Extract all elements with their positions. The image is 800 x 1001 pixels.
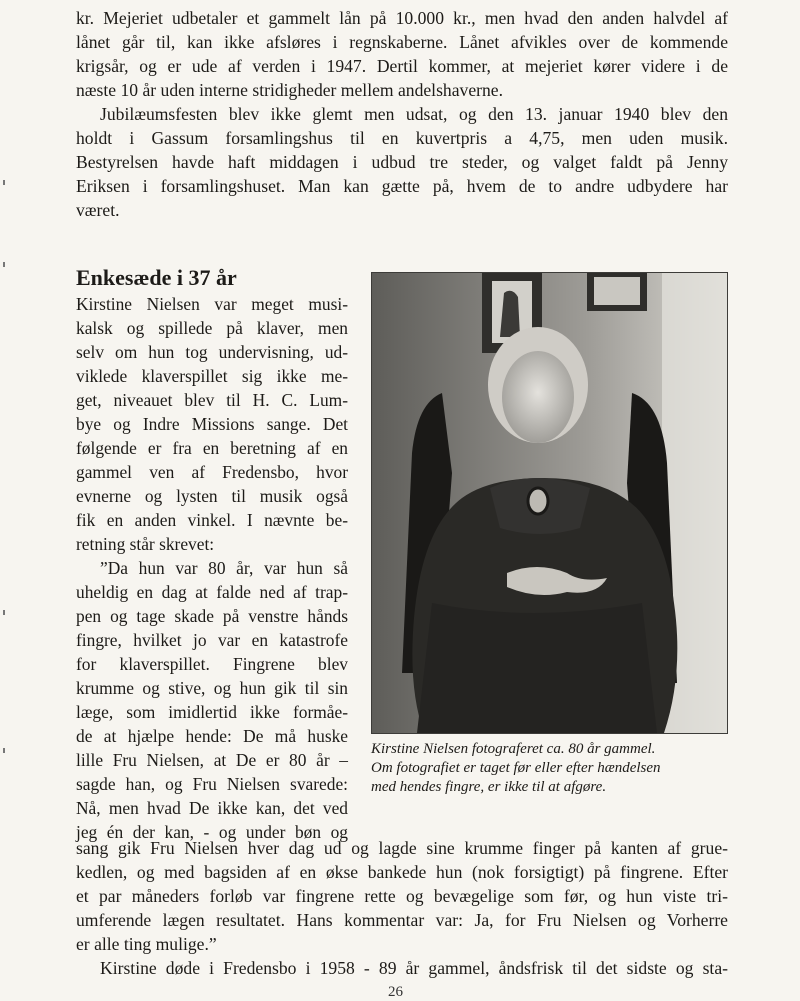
text-line: pen og tage skade på venstre hånds bbox=[76, 606, 348, 626]
text-line: er alle ting mulige.” bbox=[76, 934, 217, 954]
text-line: lille Fru Nielsen, at De er 80 år – bbox=[76, 750, 348, 770]
text-line: fik en anden vinkel. I nævnte be- bbox=[76, 510, 348, 530]
text-line: de at hjælpe hende: De må huske bbox=[76, 726, 348, 746]
scan-speck bbox=[3, 748, 5, 753]
text-line: sagde han, og Fru Nielsen svarede: bbox=[76, 774, 348, 794]
text-line: ”Da hun var 80 år, var hun så bbox=[100, 558, 348, 578]
section-heading: Enkesæde i 37 år bbox=[76, 265, 237, 290]
text-line: været. bbox=[76, 200, 120, 220]
text-line: bye og Indre Missions sange. Det bbox=[76, 414, 348, 434]
text-line: Bestyrelsen havde haft middagen i udbud tre steder, og valget faldt på Jenny bbox=[76, 152, 728, 172]
section-continuation bbox=[76, 836, 728, 980]
text-line: krumme og stive, og hun gik til sin bbox=[76, 678, 348, 698]
text-line: Kirstine Nielsen var meget musi- bbox=[76, 294, 348, 314]
text-line: kedlen, og med bagsiden af en økse bankede hun (nok forsigtigt) på fingrene. Efter bbox=[76, 862, 728, 882]
text-line: krigsår, og er ude af verden i 1947. Dertil kommer, at mejeriet kører videre i de bbox=[76, 56, 728, 76]
text-line: get, niveauet blev til H. C. Lum- bbox=[76, 390, 348, 410]
page-number: 26 bbox=[388, 984, 403, 1000]
portrait-illustration bbox=[372, 273, 727, 733]
text-line: Kirstine døde i Fredensbo i 1958 - 89 år gammel, åndsfrisk til det sidste og sta- bbox=[100, 958, 728, 978]
text-line: jeg én der kan, - og under bøn og bbox=[76, 822, 348, 842]
scan-speck bbox=[3, 180, 5, 185]
text-line: kalsk og spillede på klaver, men bbox=[76, 318, 348, 338]
portrait-photo bbox=[371, 272, 728, 734]
scan-speck bbox=[3, 610, 5, 615]
scan-speck bbox=[3, 262, 5, 267]
section-column-text bbox=[76, 292, 348, 844]
text-line: Eriksen i forsamlingshuset. Man kan gætte på, hvem de to andre udbydere har bbox=[76, 176, 728, 196]
text-line: kr. Mejeriet udbetaler et gammelt lån på 10.000 kr., men hvad den anden halvdel af bbox=[76, 8, 728, 28]
caption-line: med hendes fingre, er ikke til at afgøre. bbox=[371, 779, 607, 795]
text-line: læge, som imidlertid ikke formåe- bbox=[76, 702, 348, 722]
text-line: selv om hun tog undervisning, ud- bbox=[76, 342, 348, 362]
jubilee-paragraph bbox=[76, 102, 728, 222]
text-line: for klaverspillet. Fingrene blev bbox=[76, 654, 348, 674]
text-line: følgende er fra en beretning af en bbox=[76, 438, 348, 458]
text-line: gammel ven af Fredensbo, hvor bbox=[76, 462, 348, 482]
top-paragraph bbox=[76, 6, 728, 102]
photo-caption bbox=[371, 740, 741, 797]
text-line: evnerne og lysten til musik også bbox=[76, 486, 348, 506]
caption-line: Om fotografiet er taget før eller efter hændelsen bbox=[371, 760, 661, 776]
text-line: retning står skrevet: bbox=[76, 534, 215, 554]
text-line: sang gik Fru Nielsen hver dag ud og lagde sine krumme finger på kanten af grue- bbox=[76, 838, 728, 858]
text-line: Jubilæumsfesten blev ikke glemt men udsat, og den 13. januar 1940 blev den bbox=[100, 104, 728, 124]
text-line: umferende lægen resultatet. Hans kommentar var: Ja, for Fru Nielsen og Vorherre bbox=[76, 910, 728, 930]
text-line: fingre, hvilket jo var en katastrofe bbox=[76, 630, 348, 650]
text-line: Nå, men hvad De ikke kan, det ved bbox=[76, 798, 348, 818]
text-line: viklede klaverspillet sig ikke me- bbox=[76, 366, 348, 386]
text-line: uheldig en dag at falde ned af trap- bbox=[76, 582, 348, 602]
text-line: lånet går til, kan ikke afsløres i regnskaberne. Lånet afvikles over de kommende bbox=[76, 32, 728, 52]
text-line: et par måneders forløb var fingrene rette og bevægelige som før, og hun viste tri- bbox=[76, 886, 728, 906]
text-line: næste 10 år uden interne stridigheder mellem andelshaverne. bbox=[76, 80, 503, 100]
caption-line: Kirstine Nielsen fotograferet ca. 80 år gammel. bbox=[371, 741, 656, 757]
text-line: holdt i Gassum forsamlingshus til en kuvertpris a 4,75, men uden musik. bbox=[76, 128, 728, 148]
